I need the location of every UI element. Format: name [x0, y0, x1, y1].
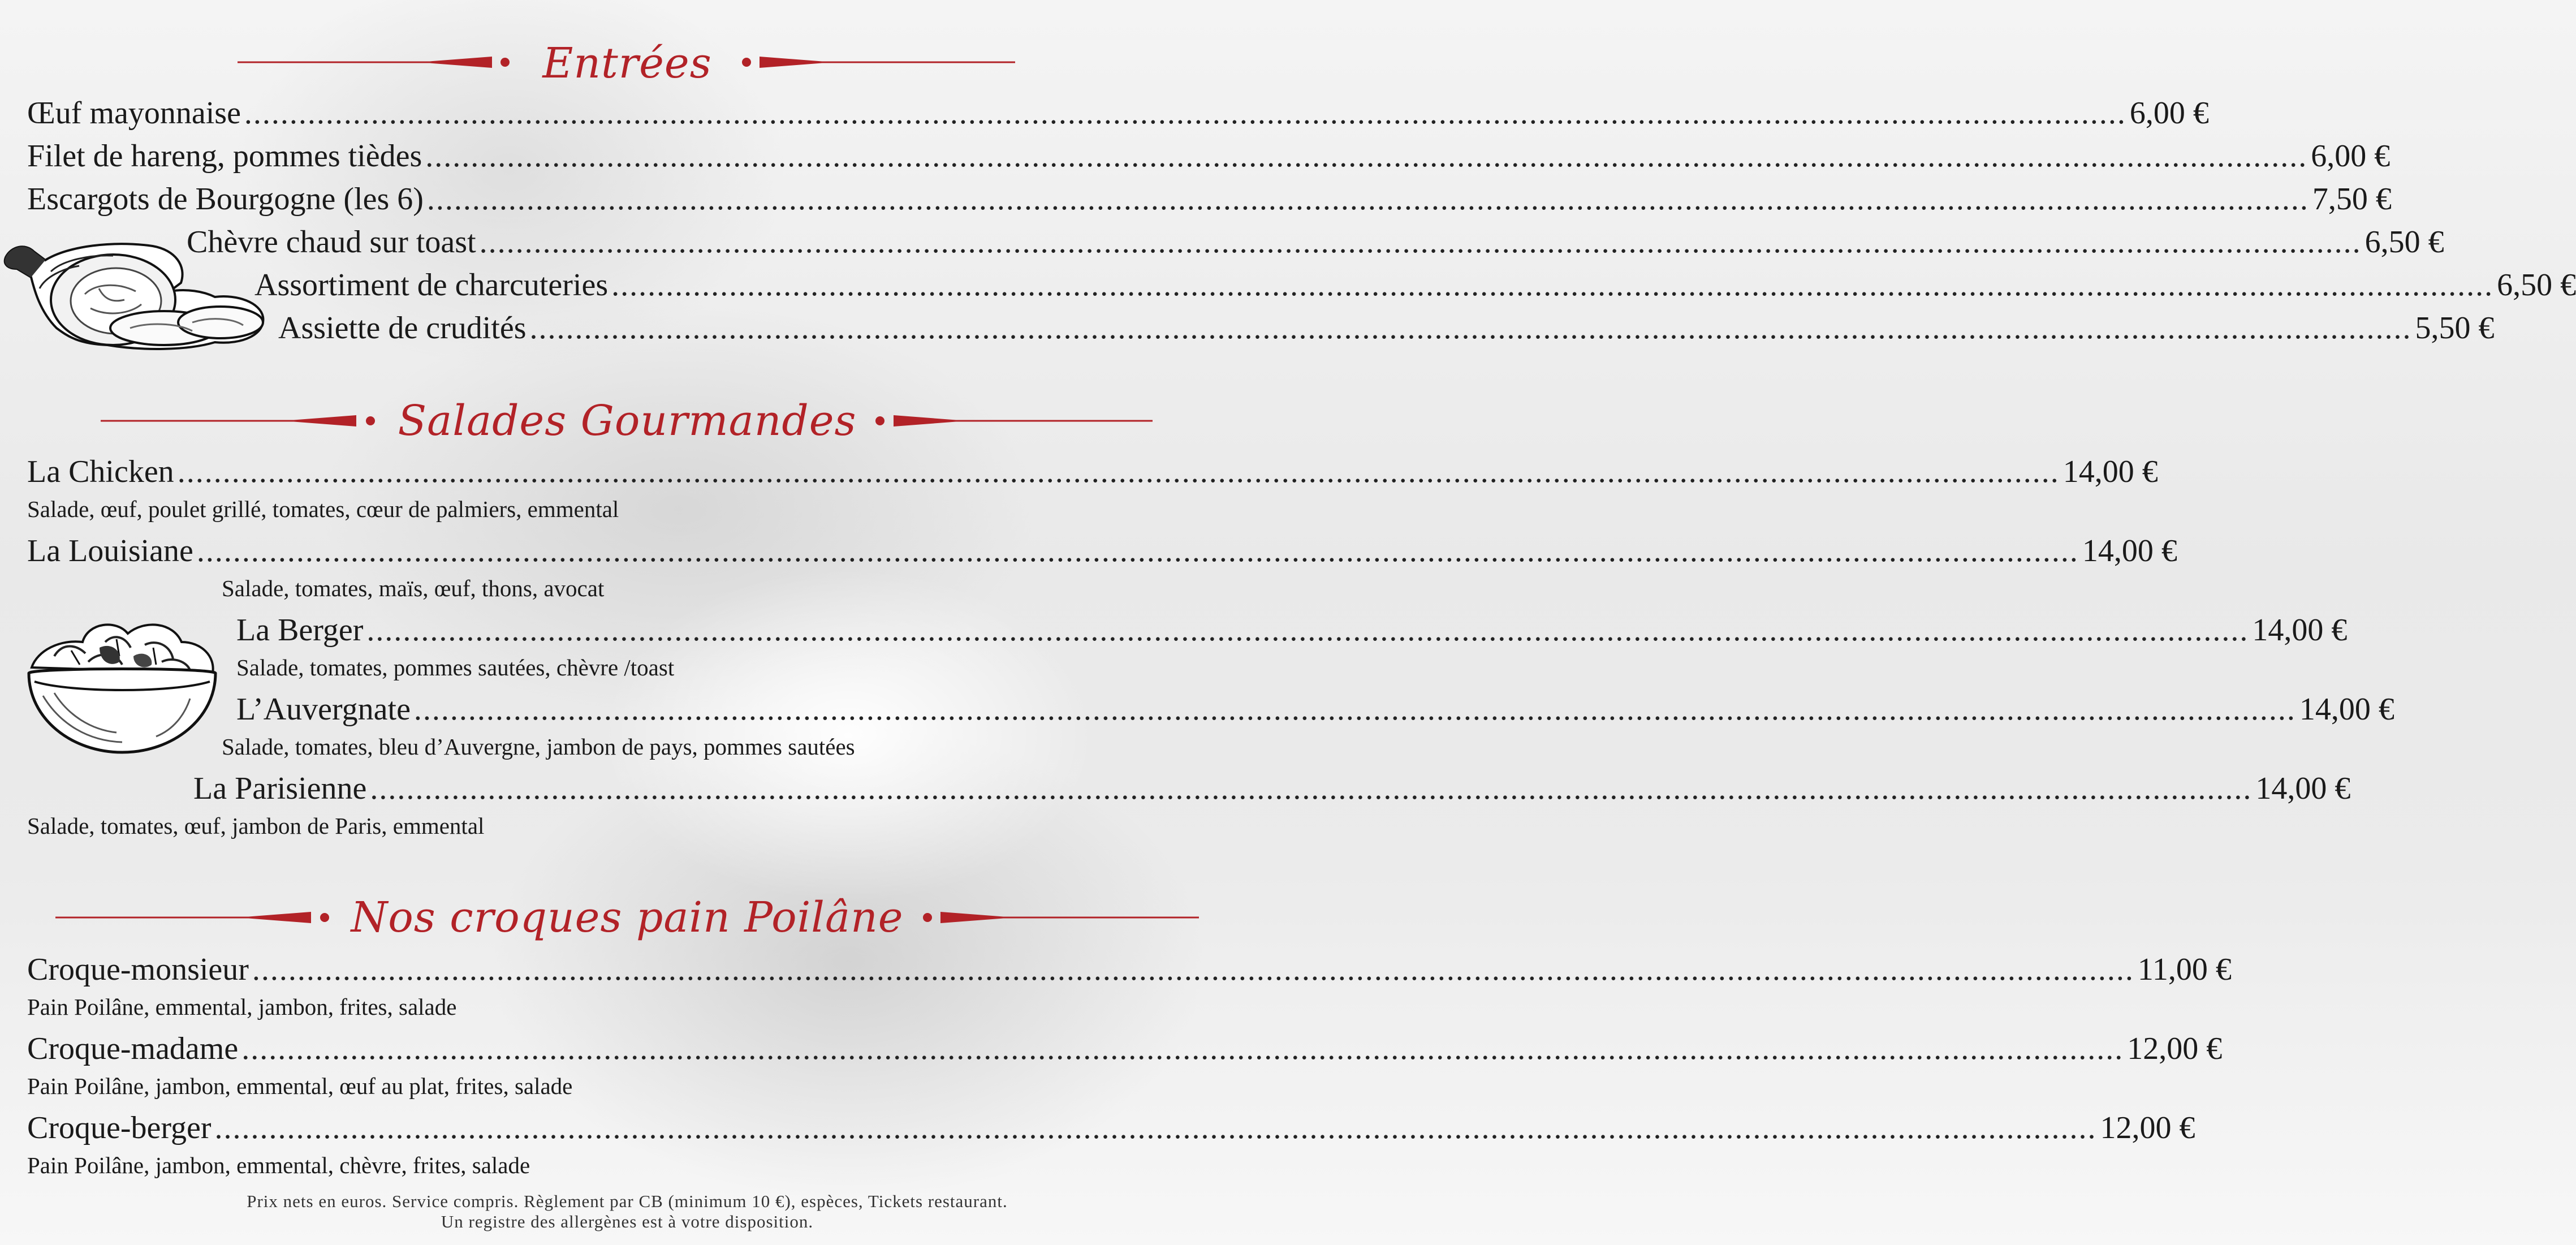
item-name: Assortiment de charcuteries	[254, 268, 609, 303]
menu-item	[27, 454, 2158, 489]
footer-payment-line: Prix nets en euros. Service compris. Règlement par CB (minimum 10 €), espèces, Tickets restaurant.	[247, 1191, 1008, 1211]
dot-leader: ................................................................................................................................................................................................................	[196, 533, 2079, 568]
menu-item	[193, 771, 2351, 806]
footer-note	[0, 1191, 1254, 1231]
item-description: Pain Poilâne, emmental, jambon, frites, salade	[27, 994, 457, 1020]
footer-allergens-line: Un registre des allergènes est à votre disposition.	[441, 1211, 814, 1231]
menu-item	[27, 1110, 2195, 1145]
dot-leader: ................................................................................................................................................................................................................	[244, 96, 2126, 131]
dot-leader: ................................................................................................................................................................................................................	[241, 1031, 2124, 1066]
item-description: Salade, tomates, œuf, jambon de Paris, emmental	[27, 813, 485, 839]
croques-header	[0, 882, 1254, 950]
dot-leader: ................................................................................................................................................................................................................	[214, 1110, 2097, 1145]
item-price: 14,00 €	[2255, 771, 2351, 806]
dot-leader: ................................................................................................................................................................................................................	[177, 454, 2060, 489]
item-price: 6,50 €	[2497, 268, 2576, 303]
section-title-entrees: Entrées	[542, 39, 712, 88]
menu-item	[236, 692, 2394, 727]
item-name: Croque-madame	[27, 1031, 239, 1066]
salades-header	[0, 386, 1254, 454]
item-price: 11,00 €	[2137, 952, 2232, 987]
dot-leader: ................................................................................................................................................................................................................	[479, 225, 2362, 260]
item-name: Croque-monsieur	[27, 952, 249, 987]
item-price: 6,50 €	[2364, 225, 2444, 260]
item-price: 12,00 €	[2127, 1031, 2223, 1066]
item-name: Assiette de crudités	[278, 311, 527, 346]
menu-item	[27, 533, 2177, 568]
item-description: Pain Poilâne, jambon, emmental, chèvre, frites, salade	[27, 1152, 530, 1178]
item-name: La Berger	[236, 613, 364, 648]
item-price: 14,00 €	[2252, 613, 2348, 648]
dot-leader: ................................................................................................................................................................................................................	[426, 182, 2309, 217]
item-description: Salade, œuf, poulet grillé, tomates, cœur de palmiers, emmental	[27, 496, 619, 522]
dot-leader: ................................................................................................................................................................................................................	[413, 692, 2296, 727]
section-title-salades: Salades Gourmandes	[398, 397, 857, 445]
salad-bowl-illustration	[20, 588, 224, 758]
item-name: Croque-berger	[27, 1110, 212, 1145]
item-name: La Parisienne	[193, 771, 367, 806]
item-description: Salade, tomates, maïs, œuf, thons, avocat	[222, 575, 605, 601]
item-description: Salade, tomates, pommes sautées, chèvre /toast	[236, 654, 675, 680]
item-name: Œuf mayonnaise	[27, 96, 241, 131]
dot-leader: ................................................................................................................................................................................................................	[252, 952, 2134, 987]
item-price: 5,50 €	[2415, 311, 2495, 346]
menu-item	[236, 613, 2348, 648]
menu-item	[27, 1031, 2223, 1066]
item-price: 14,00 €	[2299, 692, 2394, 727]
item-price: 6,00 €	[2311, 139, 2391, 174]
ham-illustration	[0, 238, 271, 362]
menu-item	[27, 182, 2392, 217]
section-title-croques: Nos croques pain Poilâne	[351, 893, 904, 942]
item-description: Salade, tomates, bleu d’Auvergne, jambon de pays, pommes sautées	[222, 734, 855, 760]
item-name: Filet de hareng, pommes tièdes	[27, 139, 422, 174]
item-name: Chèvre chaud sur toast	[187, 225, 476, 260]
dot-leader: ................................................................................................................................................................................................................	[366, 613, 2249, 648]
item-price: 6,00 €	[2129, 96, 2209, 131]
dot-leader: ................................................................................................................................................................................................................	[529, 311, 2412, 346]
menu-item	[27, 952, 2232, 987]
menu-item	[27, 139, 2391, 174]
dot-leader: ................................................................................................................................................................................................................	[370, 771, 2253, 806]
menu-item	[27, 96, 2209, 131]
item-price: 12,00 €	[2100, 1110, 2195, 1145]
dot-leader: ................................................................................................................................................................................................................	[425, 139, 2308, 174]
item-name: L’Auvergnate	[236, 692, 411, 727]
menu-item	[278, 311, 2495, 346]
item-price: 14,00 €	[2062, 454, 2158, 489]
item-price: 14,00 €	[2082, 533, 2177, 568]
item-name: La Chicken	[27, 454, 174, 489]
dot-leader: ................................................................................................................................................................................................................	[611, 268, 2494, 303]
item-description: Pain Poilâne, jambon, emmental, œuf au plat, frites, salade	[27, 1073, 573, 1099]
menu-item	[254, 268, 2576, 303]
item-name: La Louisiane	[27, 533, 193, 568]
menu-item	[187, 225, 2444, 260]
entrees-header	[0, 29, 1254, 97]
item-name: Escargots de Bourgogne (les 6)	[27, 182, 424, 217]
item-price: 7,50 €	[2312, 182, 2392, 217]
